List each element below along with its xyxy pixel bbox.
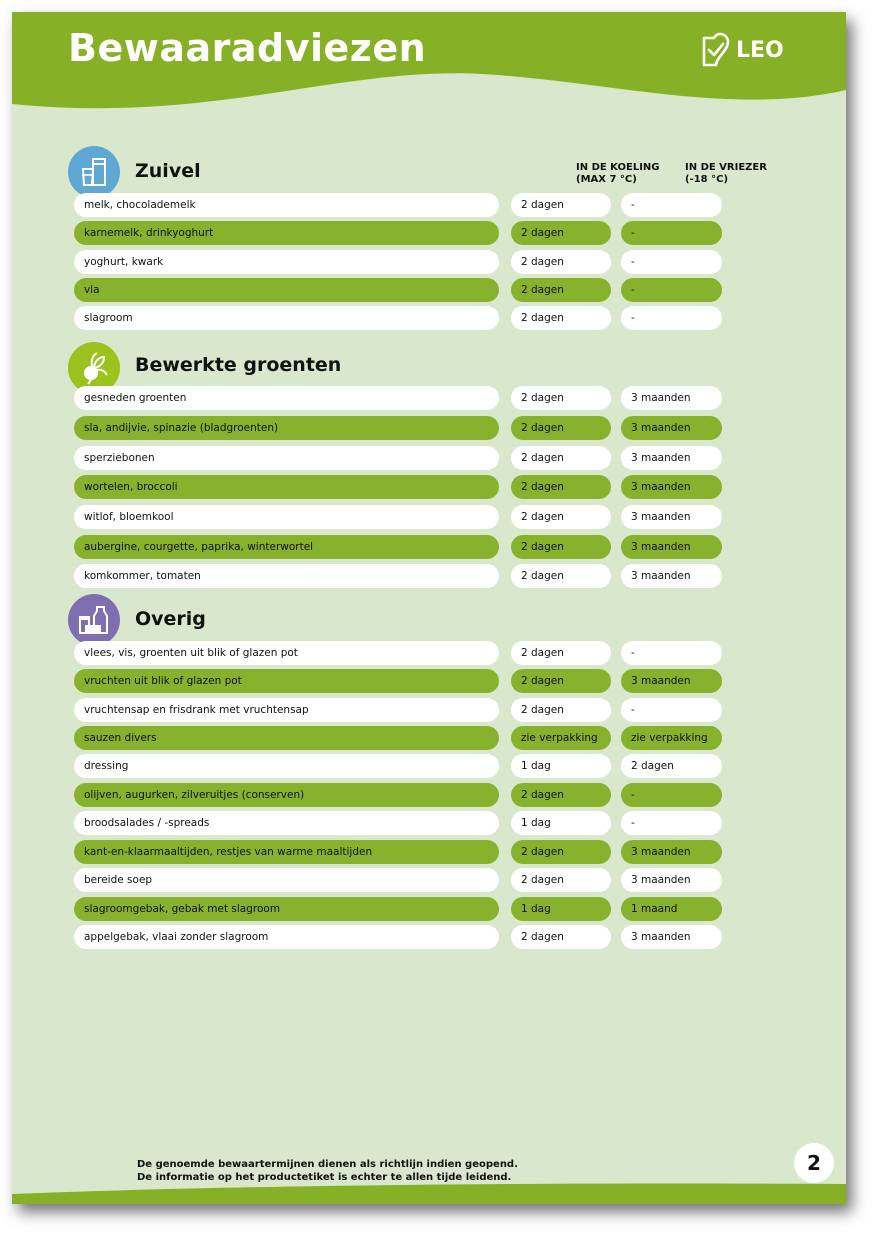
product-cell: olijven, augurken, zilveruitjes (conserven) bbox=[74, 783, 499, 807]
product-cell: vla bbox=[74, 278, 499, 302]
product-cell: melk, chocolademelk bbox=[74, 193, 499, 217]
koeling-cell: 1 dag bbox=[511, 811, 611, 835]
section-title: Zuivel bbox=[135, 160, 201, 182]
product-cell: sauzen divers bbox=[74, 726, 499, 750]
koeling-cell: 1 dag bbox=[511, 897, 611, 921]
vriezer-cell: - bbox=[621, 278, 722, 302]
product-cell: bereide soep bbox=[74, 868, 499, 892]
product-cell: aubergine, courgette, paprika, winterwortel bbox=[74, 535, 499, 559]
koeling-cell: 2 dagen bbox=[511, 475, 611, 499]
vriezer-cell: 2 dagen bbox=[621, 754, 722, 778]
footnote-line: De informatie op het productetiket is echter te allen tijde leidend. bbox=[137, 1172, 512, 1183]
footnote-line: De genoemde bewaartermijnen dienen als richtlijn indien geopend. bbox=[137, 1159, 518, 1170]
product-cell: karnemelk, drinkyoghurt bbox=[74, 221, 499, 245]
table-row bbox=[74, 306, 724, 330]
vriezer-cell: 3 maanden bbox=[621, 505, 722, 529]
vriezer-cell: 3 maanden bbox=[621, 475, 722, 499]
table-row bbox=[74, 221, 724, 245]
vriezer-cell: - bbox=[621, 193, 722, 217]
vriezer-cell: 3 maanden bbox=[621, 446, 722, 470]
product-cell: witlof, bloemkool bbox=[74, 505, 499, 529]
product-cell: vruchtensap en frisdrank met vruchtensap bbox=[74, 698, 499, 722]
koeling-cell: 2 dagen bbox=[511, 446, 611, 470]
leo-logo bbox=[700, 32, 784, 68]
heart-check-icon bbox=[700, 32, 732, 68]
table-row bbox=[74, 564, 724, 588]
milk-carton-icon bbox=[68, 146, 120, 198]
koeling-cell: 2 dagen bbox=[511, 221, 611, 245]
product-cell: kant-en-klaarmaaltijden, restjes van warme maaltijden bbox=[74, 840, 499, 864]
vriezer-cell: - bbox=[621, 306, 722, 330]
page-number: 2 bbox=[794, 1143, 834, 1183]
table-row bbox=[74, 250, 724, 274]
vriezer-cell: - bbox=[621, 811, 722, 835]
vriezer-cell: - bbox=[621, 698, 722, 722]
vriezer-cell: 3 maanden bbox=[621, 386, 722, 410]
product-cell: vruchten uit blik of glazen pot bbox=[74, 669, 499, 693]
koeling-cell: 2 dagen bbox=[511, 840, 611, 864]
table-row bbox=[74, 698, 724, 722]
vriezer-cell: - bbox=[621, 221, 722, 245]
vriezer-cell: 3 maanden bbox=[621, 840, 722, 864]
table-row bbox=[74, 754, 724, 778]
table-row bbox=[74, 726, 724, 750]
table-row bbox=[74, 897, 724, 921]
product-cell: slagroom bbox=[74, 306, 499, 330]
koeling-cell: 2 dagen bbox=[511, 306, 611, 330]
koeling-cell: 2 dagen bbox=[511, 416, 611, 440]
koeling-cell: 2 dagen bbox=[511, 250, 611, 274]
page-title: Bewaaradviezen bbox=[68, 26, 427, 70]
koeling-cell: 2 dagen bbox=[511, 641, 611, 665]
footnote bbox=[137, 1158, 518, 1184]
koeling-cell: 2 dagen bbox=[511, 925, 611, 949]
table-row bbox=[74, 475, 724, 499]
vriezer-cell: 3 maanden bbox=[621, 535, 722, 559]
product-cell: wortelen, broccoli bbox=[74, 475, 499, 499]
document-page bbox=[12, 12, 846, 1204]
koeling-cell: 2 dagen bbox=[511, 669, 611, 693]
koeling-cell: zie verpakking bbox=[511, 726, 611, 750]
column-header-vriezer: IN DE VRIEZER (-18 °C) bbox=[685, 162, 767, 185]
product-cell: slagroomgebak, gebak met slagroom bbox=[74, 897, 499, 921]
vriezer-cell: 3 maanden bbox=[621, 669, 722, 693]
logo-text: LEO bbox=[736, 37, 784, 63]
vriezer-cell: 3 maanden bbox=[621, 564, 722, 588]
product-cell: broodsalades / -spreads bbox=[74, 811, 499, 835]
koeling-cell: 1 dag bbox=[511, 754, 611, 778]
table-row bbox=[74, 446, 724, 470]
vriezer-cell: - bbox=[621, 783, 722, 807]
table-row bbox=[74, 868, 724, 892]
footer-wave-banner bbox=[12, 1182, 846, 1204]
table-row bbox=[74, 278, 724, 302]
koeling-cell: 2 dagen bbox=[511, 535, 611, 559]
table-row bbox=[74, 811, 724, 835]
table-row bbox=[74, 641, 724, 665]
koeling-cell: 2 dagen bbox=[511, 698, 611, 722]
product-cell: vlees, vis, groenten uit blik of glazen pot bbox=[74, 641, 499, 665]
vriezer-cell: 3 maanden bbox=[621, 925, 722, 949]
koeling-cell: 2 dagen bbox=[511, 278, 611, 302]
vriezer-cell: zie verpakking bbox=[621, 726, 722, 750]
table-row bbox=[74, 193, 724, 217]
product-cell: sperziebonen bbox=[74, 446, 499, 470]
product-cell: komkommer, tomaten bbox=[74, 564, 499, 588]
jars-icon bbox=[68, 594, 120, 646]
table-row bbox=[74, 669, 724, 693]
vriezer-cell: - bbox=[621, 641, 722, 665]
section-title: Overig bbox=[135, 608, 206, 630]
product-cell: sla, andijvie, spinazie (bladgroenten) bbox=[74, 416, 499, 440]
table-row bbox=[74, 386, 724, 410]
product-cell: appelgebak, vlaai zonder slagroom bbox=[74, 925, 499, 949]
koeling-cell: 2 dagen bbox=[511, 783, 611, 807]
koeling-cell: 2 dagen bbox=[511, 868, 611, 892]
table-row bbox=[74, 840, 724, 864]
product-cell: gesneden groenten bbox=[74, 386, 499, 410]
vriezer-cell: 1 maand bbox=[621, 897, 722, 921]
product-cell: yoghurt, kwark bbox=[74, 250, 499, 274]
section-title: Bewerkte groenten bbox=[135, 354, 342, 376]
vriezer-cell: 3 maanden bbox=[621, 868, 722, 892]
table-row bbox=[74, 783, 724, 807]
table-row bbox=[74, 535, 724, 559]
vriezer-cell: 3 maanden bbox=[621, 416, 722, 440]
table-row bbox=[74, 505, 724, 529]
product-cell: dressing bbox=[74, 754, 499, 778]
koeling-cell: 2 dagen bbox=[511, 505, 611, 529]
column-header-koeling: IN DE KOELING (MAX 7 °C) bbox=[576, 162, 660, 185]
vriezer-cell: - bbox=[621, 250, 722, 274]
table-row bbox=[74, 416, 724, 440]
koeling-cell: 2 dagen bbox=[511, 386, 611, 410]
koeling-cell: 2 dagen bbox=[511, 564, 611, 588]
koeling-cell: 2 dagen bbox=[511, 193, 611, 217]
table-row bbox=[74, 925, 724, 949]
